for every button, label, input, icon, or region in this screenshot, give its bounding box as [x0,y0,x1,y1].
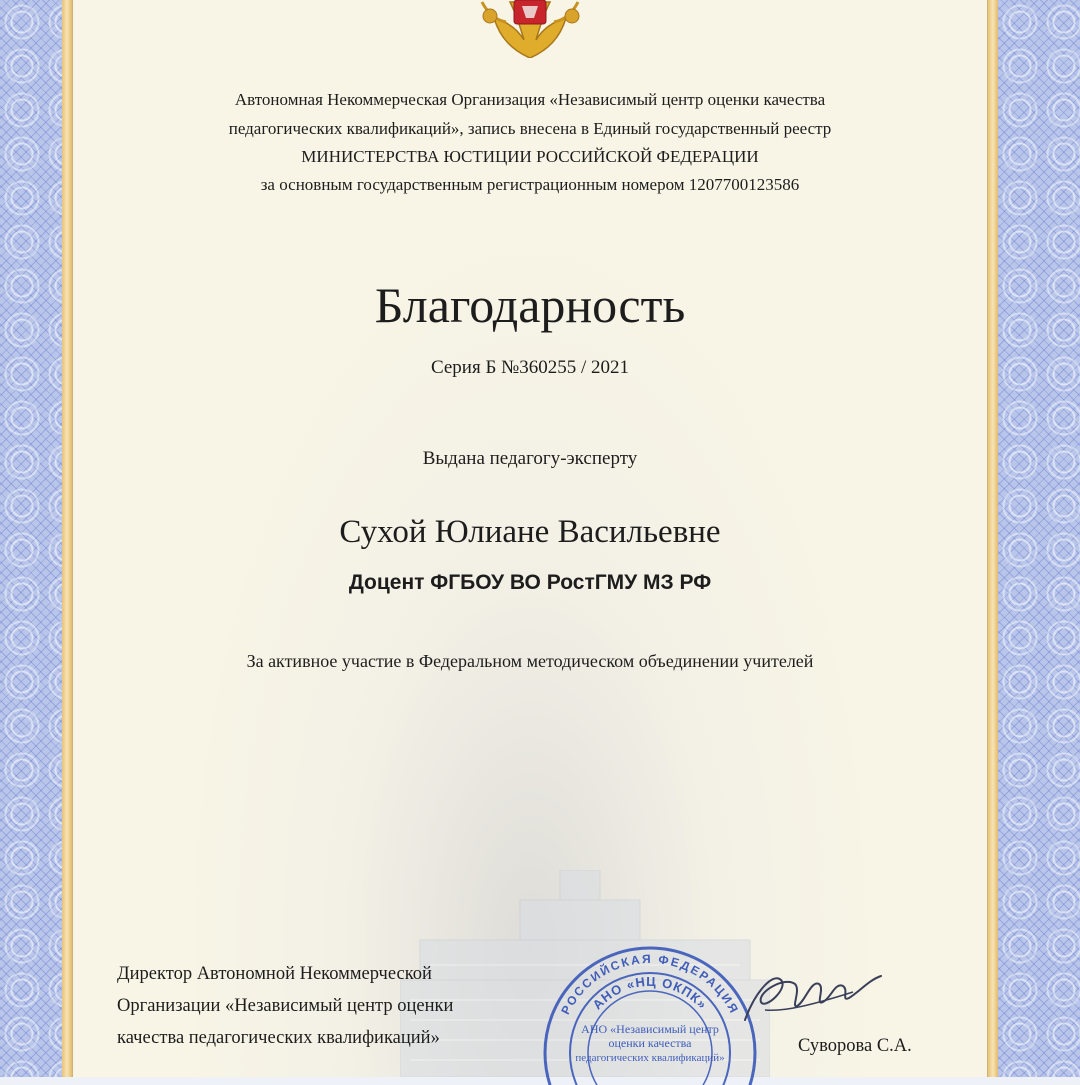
stamp-top-text: АНО «НЦ ОКПК» [589,973,711,1013]
certificate-title: Благодарность [374,277,686,333]
stamp-outer-text: РОССИЙСКАЯ ФЕДЕРАЦИЯ [558,951,742,1017]
issued-to-label: Выдана педагогу-эксперту [422,448,638,469]
svg-text:АНО «НЦ ОКПК» [590,974,711,1012]
recipient-name: Сухой Юлиане Васильевне [339,514,721,550]
right-gold-border [988,0,998,1077]
left-gold-border [62,0,72,1077]
registration-line: Автономная Некоммерческая Организация «Независимый центр оценки качества [234,90,826,109]
coat-of-arms-icon [460,0,600,58]
signer-name: Суворова С.А. [798,1036,912,1056]
right-guilloche-border [998,0,1080,1077]
left-guilloche-border [0,0,62,1077]
stamp-inner-line: педагогических квалификаций» [575,1052,725,1064]
recipient-position: Доцент ФГБОУ ВО РостГМУ МЗ РФ [348,571,712,594]
registration-line: МИНИСТЕРСТВА ЮСТИЦИИ РОССИЙСКОЙ ФЕДЕРАЦИИ [301,147,759,166]
stamp-inner-line: АНО «Независимый центр [581,1022,719,1036]
director-block [117,958,537,1054]
official-stamp [538,935,763,1085]
signature-icon [735,962,885,1032]
stamp-inner-line: оценки качества [608,1036,692,1050]
registration-line: за основным государственным регистрационным номером 1207700123586 [260,175,800,194]
director-line: качества педагогических квалификаций» [117,1028,440,1048]
director-line: Директор Автономной Некоммерческой [117,964,432,984]
award-reason: За активное участие в Федеральном методическом объединении учителей [246,651,814,671]
director-line: Организации «Независимый центр оценки [117,996,454,1016]
registration-line: педагогических квалификаций», запись внесена в Единый государственный реестр [228,119,832,138]
certificate-series: Серия Б №360255 / 2021 [430,357,630,378]
